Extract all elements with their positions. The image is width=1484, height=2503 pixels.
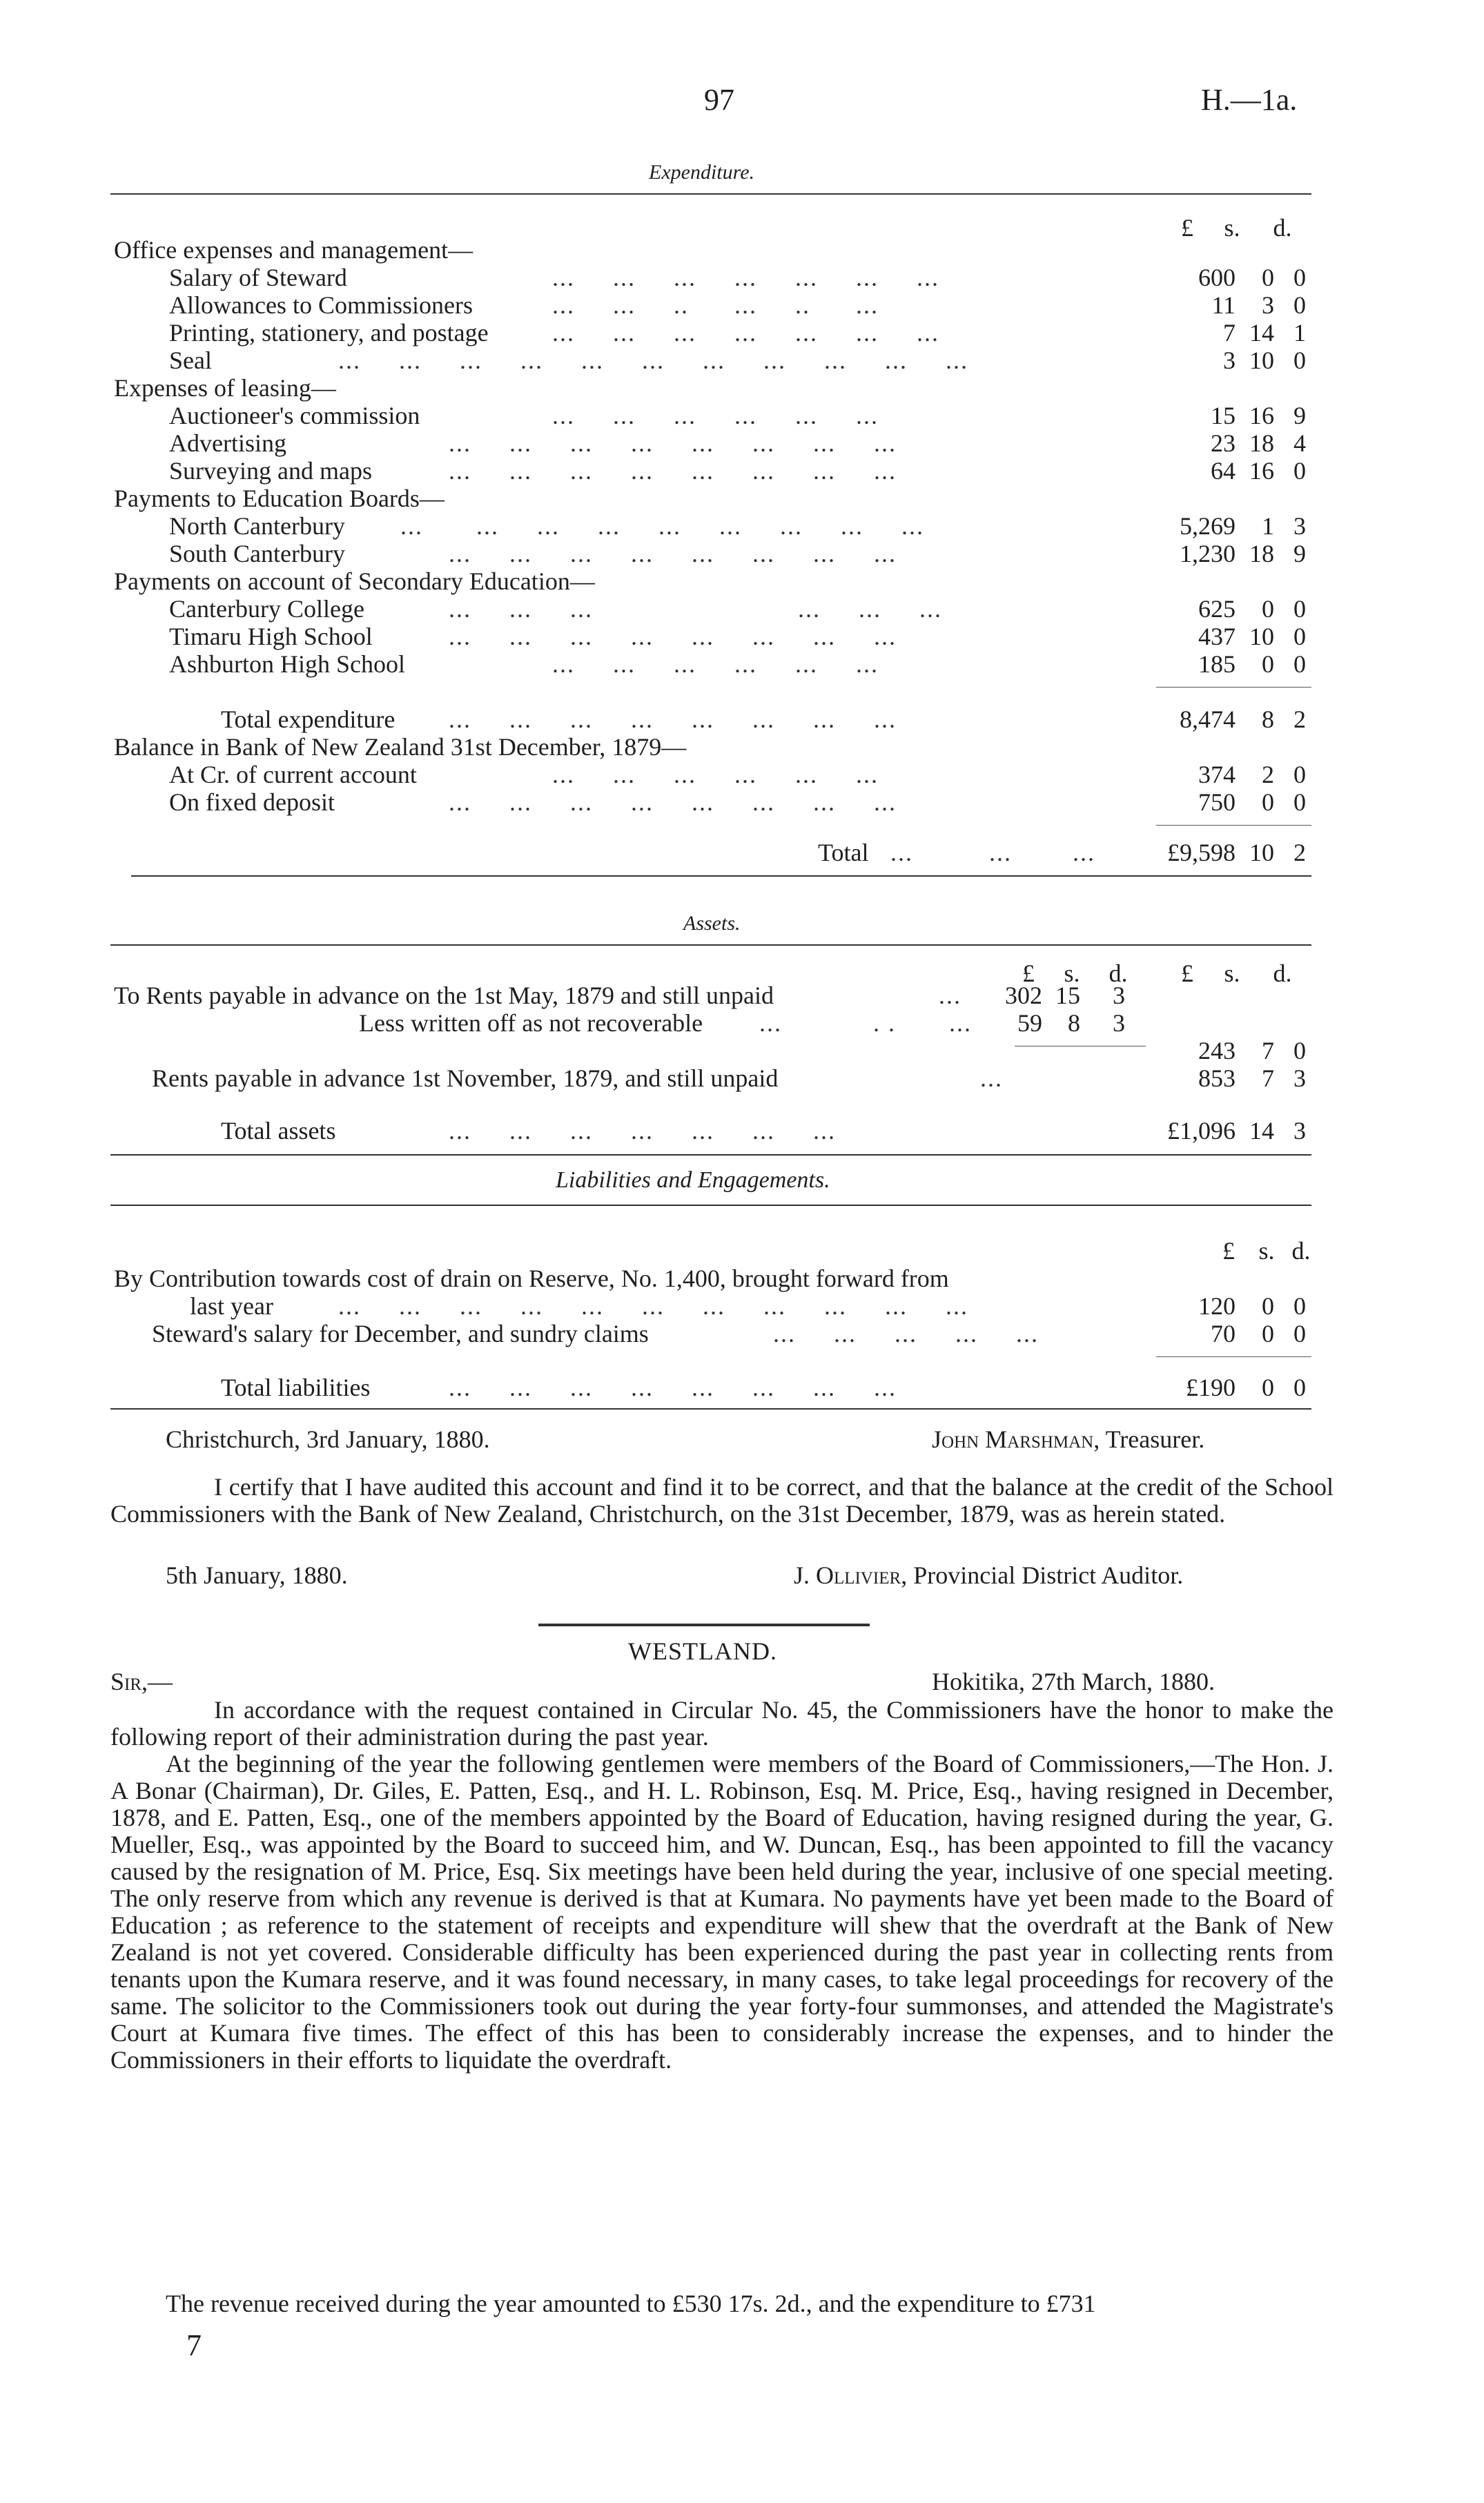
row-label: Allowances to Commissioners (169, 291, 473, 319)
assets-pence-header: d. (1273, 960, 1292, 987)
pounds-value: 64 (1211, 457, 1236, 485)
row-label: Total (818, 839, 869, 866)
pence-value: 2 (1293, 705, 1306, 733)
pounds-value: 625 (1198, 595, 1236, 623)
auditor-name: Ollivier, (816, 1561, 908, 1589)
row-label: Seal (169, 347, 212, 374)
paragraph-text: At the beginning of the year the following gentlemen were members of the Board of Commissioners,—The Hon. J. A Bonar (Chairman), Dr. Giles, E. Patten, Esq., and H. L. Robinson, Esq. M. Price, Esq., having resigned in December, 1878, and E. Patten, Esq., one of the members appointed by the Board of Education, having resigned during the year, G. Mueller, Esq., was appointed by the Board to succeed him, and W. Duncan, Esq., has been appointed to fill the vacancy caused by the resignation of M. Price, Esq. Six meetings have been held during the year, inclusive of one special meeting. The only reserve from which any revenue is derived is that at Kumara. No payments have yet been made to the Board of Education ; as reference to the statement of receipts and expenditure will shew that the overdraft at the Bank of New Zealand is not yet covered. Considerable difficulty has been experienced during the past year in collecting rents from tenants upon the Kumara reserve, and it was found necessary, in many cases, to take legal proceedings for recovery of the same. The solicitor to the Commissioners took out during the year forty-four summonses, and attended the Magistrate's Court at Kumara five times. The effect of this has been to considerably increase the expenses, and to hinder the Commissioners in their efforts to liquidate the overdraft. (110, 1750, 1334, 2074)
treasurer-name: John Marshman, (932, 1425, 1100, 1453)
assets-pounds-header: £ (1181, 960, 1193, 987)
expenditure-top-rule (110, 193, 1311, 195)
signature-mark: 7 (186, 2328, 202, 2362)
liabilities-top-rule (110, 1205, 1311, 1206)
row-label: At Cr. of current account (169, 761, 417, 788)
row-label: To Rents payable in advance on the 1st May, 1879 and still unpaid (114, 982, 774, 1009)
shillings-header: s. (1224, 214, 1240, 242)
leader-dots: ... . . ... (759, 1009, 972, 1037)
row-label: Canterbury College (169, 595, 364, 623)
pounds-value: 5,269 (1180, 512, 1236, 540)
pence-value: 9 (1293, 540, 1306, 567)
shillings-value: 7 (1262, 1037, 1274, 1064)
assets-top-rule (110, 944, 1311, 946)
pounds-value: 8,474 (1180, 705, 1236, 733)
row-label-continued: last year (190, 1292, 273, 1320)
pence-value: 3 (1293, 1064, 1306, 1092)
row-label: Auctioneer's commission (169, 402, 420, 429)
pounds-value: £190 (1186, 1374, 1236, 1401)
pounds-value: 600 (1198, 264, 1236, 291)
shillings-value: 18 (1249, 429, 1274, 457)
leader-dots: ... ... ... ... ... ... (449, 595, 942, 623)
pounds-header: £ (1181, 214, 1193, 242)
leader-dots: ... ... ... ... ... ... ... ... ... ... ... (338, 347, 968, 374)
certification-paragraph (110, 1474, 1334, 1528)
pounds-value: 70 (1211, 1320, 1236, 1347)
row-label: Ashburton High School (169, 650, 405, 678)
row-label: Rents payable in advance 1st November, 1879, and still unpaid (152, 1064, 779, 1092)
leader-dots: ... ... ... ... ... ... (552, 650, 879, 678)
document-reference: H.—1a. (1201, 83, 1298, 117)
row-label: Timaru High School (169, 623, 373, 650)
shillings-value: 0 (1262, 788, 1274, 816)
page-number: 97 (704, 83, 734, 117)
shillings-value: 0 (1262, 264, 1274, 291)
paragraph-text: In accordance with the request contained in Circular No. 45, the Commissioners have the honor to make the following report of their administration during the past year. (110, 1696, 1334, 1751)
pence-value: 1 (1293, 319, 1306, 347)
leader-dots: ... ... .. ... .. ... (552, 291, 879, 319)
shillings-value: 10 (1249, 839, 1274, 866)
leader-dots: ... ... ... ... ... (773, 1320, 1039, 1347)
assets-inner-pounds-header: £ (1022, 960, 1035, 987)
pence-value: 2 (1293, 839, 1306, 866)
pounds-value: 3 (1223, 347, 1236, 374)
leader-dots: ... ... ... ... ... ... ... ... ... ... ... (338, 1292, 968, 1320)
assets-inner-shillings-header: s. (1064, 960, 1080, 987)
shillings-value: 8 (1262, 705, 1274, 733)
row-label: Advertising (169, 429, 286, 457)
liabilities-pence-header: d. (1291, 1237, 1311, 1265)
letter-paragraph-2 (110, 1751, 1334, 2074)
pence-value: 0 (1293, 264, 1306, 291)
pounds-value: £9,598 (1167, 839, 1236, 866)
auditor-initial: J. (794, 1561, 817, 1589)
shillings-value: 0 (1262, 595, 1274, 623)
shillings-value: 14 (1249, 1117, 1274, 1145)
section-label: Office expenses and management— (114, 236, 473, 264)
liabilities-pounds-header: £ (1222, 1237, 1235, 1265)
leader-dots: ... ... ... ... ... ... ... (449, 1117, 836, 1145)
shillings-value: 15 (1055, 982, 1080, 1009)
assets-inner-pence-header: d. (1109, 960, 1128, 987)
leader-dots: ... ... ... ... ... ... ... ... ... (400, 512, 924, 540)
shillings-value: 16 (1249, 457, 1274, 485)
pounds-value: 7 (1223, 319, 1236, 347)
auditor-signature (794, 1561, 1183, 1589)
leader-dots: ... ... ... ... ... ... ... ... (449, 540, 897, 567)
pence-value: 0 (1293, 457, 1306, 485)
row-label: Total expenditure (221, 705, 396, 733)
shillings-value: 14 (1249, 319, 1274, 347)
leader-dots: ... ... ... ... ... ... (552, 761, 879, 788)
section-label: Payments on account of Secondary Education— (114, 567, 595, 595)
row-label: Steward's salary for December, and sundry claims (152, 1320, 649, 1347)
liabilities-bottom-rule (110, 1408, 1311, 1410)
shillings-value: 16 (1249, 402, 1274, 429)
leader-dots: ... ... ... (890, 839, 1095, 866)
leader-dots: ... (980, 1064, 1003, 1092)
pounds-value: 243 (1198, 1037, 1236, 1064)
shillings-value: 10 (1249, 347, 1274, 374)
section-label: Payments to Education Boards— (114, 485, 445, 512)
leader-dots: ... (939, 982, 961, 1009)
certification-date: 5th January, 1880. (166, 1561, 348, 1589)
pounds-value: 59 (1017, 1009, 1042, 1037)
row-label: Surveying and maps (169, 457, 372, 485)
row-label: Salary of Steward (169, 264, 347, 291)
row-label: On fixed deposit (169, 788, 335, 816)
pence-value: 0 (1293, 1292, 1306, 1320)
pence-value: 0 (1293, 788, 1306, 816)
pence-value: 3 (1293, 1117, 1306, 1145)
treasurer-role: Treasurer. (1100, 1425, 1205, 1453)
row-label: Printing, stationery, and postage (169, 319, 489, 347)
pence-value: 4 (1293, 429, 1306, 457)
pence-value: 3 (1113, 1009, 1125, 1037)
signoff-place-date: Christchurch, 3rd January, 1880. (166, 1425, 490, 1453)
liabilities-shillings-header: s. (1258, 1237, 1275, 1265)
leader-dots: ... ... ... ... ... ... ... ... (449, 788, 897, 816)
subtotal-rule (1156, 687, 1311, 688)
pence-value: 0 (1293, 1037, 1306, 1064)
letter-paragraph-1 (110, 1697, 1334, 1751)
expenditure-bottom-rule (131, 875, 1311, 877)
shillings-value: 7 (1262, 1064, 1274, 1092)
certification-text: I certify that I have audited this account and find it to be correct, and that the balance at the credit of the School Commissioners with the Bank of New Zealand, Christchurch, on the 31st December, 1879, was as herein stated. (110, 1473, 1334, 1528)
row-label: South Canterbury (169, 540, 345, 567)
leader-dots: ... ... ... ... ... ... ... ... (449, 623, 897, 650)
section-label: Expenses of leasing— (114, 374, 336, 402)
shillings-value: 2 (1262, 761, 1274, 788)
shillings-value: 0 (1262, 650, 1274, 678)
row-label: Total assets (221, 1117, 336, 1145)
shillings-value: 8 (1068, 1009, 1080, 1037)
pence-value: 0 (1293, 595, 1306, 623)
row-label: By Contribution towards cost of drain on Reserve, No. 1,400, brought forward from (114, 1265, 949, 1292)
pence-value: 0 (1293, 761, 1306, 788)
paragraph-text: The revenue received during the year amounted to £530 17s. 2d., and the expenditure to £731 (166, 2290, 1096, 2317)
leader-dots: ... ... ... ... ... ... ... (552, 264, 939, 291)
pounds-value: 185 (1198, 650, 1236, 678)
grand-total-rule (1156, 825, 1311, 826)
pounds-value: £1,096 (1167, 1117, 1236, 1145)
row-label: North Canterbury (169, 512, 345, 540)
assets-shillings-header: s. (1224, 960, 1240, 987)
pence-value: 0 (1293, 347, 1306, 374)
pounds-value: 302 (1005, 982, 1042, 1009)
assets-title: Assets. (683, 912, 741, 935)
shillings-value: 0 (1262, 1320, 1274, 1347)
shillings-value: 0 (1262, 1374, 1274, 1401)
section-label: Balance in Bank of New Zealand 31st December, 1879— (114, 733, 687, 761)
shillings-value: 10 (1249, 623, 1274, 650)
pounds-value: 853 (1198, 1064, 1236, 1092)
treasurer-signature (932, 1425, 1204, 1453)
expenditure-title: Expenditure. (649, 161, 755, 184)
pounds-value: 1,230 (1180, 540, 1236, 567)
leader-dots: ... ... ... ... ... ... ... ... (449, 1374, 897, 1401)
assets-bottom-rule (110, 1154, 1311, 1156)
leader-dots: ... ... ... ... ... ... ... ... (449, 457, 897, 485)
pounds-value: 374 (1198, 761, 1236, 788)
salutation: Sir,— (110, 1668, 173, 1695)
leader-dots: ... ... ... ... ... ... ... ... (449, 705, 897, 733)
pounds-value: 15 (1211, 402, 1236, 429)
leader-dots: ... ... ... ... ... ... ... (552, 319, 939, 347)
pence-value: 9 (1293, 402, 1306, 429)
pence-value: 0 (1293, 1320, 1306, 1347)
letter-paragraph-3 (110, 2290, 1334, 2317)
pounds-value: 11 (1211, 291, 1236, 319)
leader-dots: ... ... ... ... ... ... (552, 402, 879, 429)
pence-value: 0 (1293, 291, 1306, 319)
westland-heading: WESTLAND. (628, 1637, 777, 1665)
shillings-value: 0 (1262, 1292, 1274, 1320)
pence-value: 0 (1293, 1374, 1306, 1401)
shillings-value: 18 (1249, 540, 1274, 567)
pence-value: 0 (1293, 650, 1306, 678)
row-label: Less written off as not recoverable (359, 1009, 703, 1037)
pounds-value: 120 (1198, 1292, 1236, 1320)
row-label: Total liabilities (221, 1374, 371, 1401)
pence-value: 3 (1293, 512, 1306, 540)
pounds-value: 437 (1198, 623, 1236, 650)
pounds-value: 23 (1211, 429, 1236, 457)
leader-dots: ... ... ... ... ... ... ... ... (449, 429, 897, 457)
pounds-value: 750 (1198, 788, 1236, 816)
auditor-role: Provincial District Auditor. (907, 1561, 1184, 1589)
pence-value: 3 (1113, 982, 1125, 1009)
liabilities-total-rule (1156, 1356, 1311, 1357)
shillings-value: 3 (1262, 291, 1274, 319)
shillings-value: 1 (1262, 512, 1274, 540)
pence-header: d. (1273, 214, 1292, 242)
letter-place-date: Hokitika, 27th March, 1880. (932, 1668, 1215, 1695)
section-divider (538, 1624, 870, 1626)
liabilities-title: Liabilities and Engagements. (556, 1167, 830, 1193)
pence-value: 0 (1293, 623, 1306, 650)
